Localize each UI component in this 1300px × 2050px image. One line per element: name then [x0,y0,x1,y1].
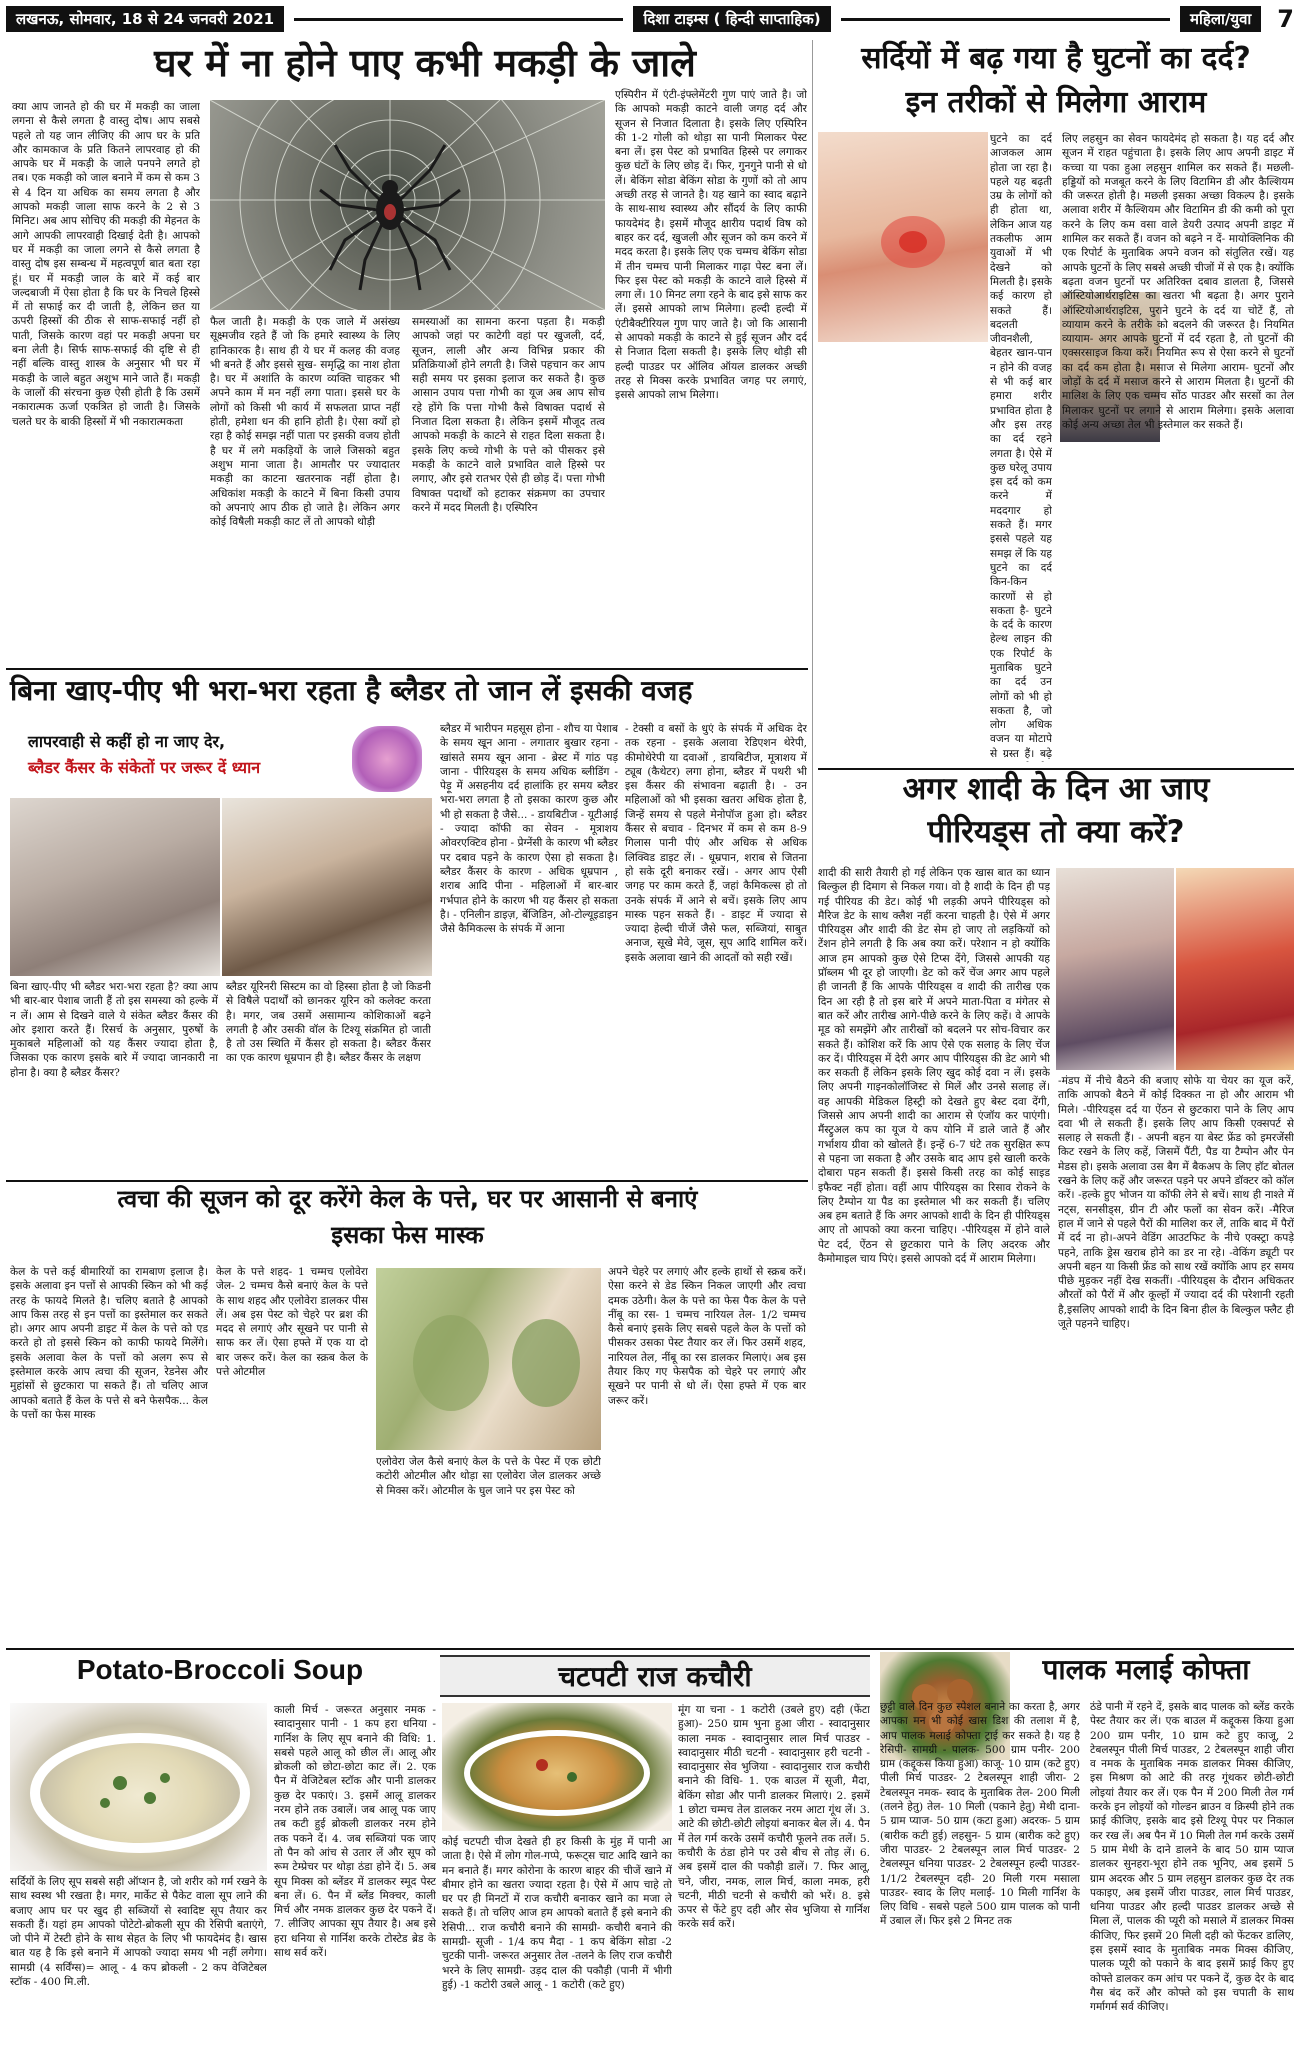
kachori-headline: चटपटी राज कचौरी [440,1655,870,1697]
spider-col-1: क्या आप जानते हो की घर में मकड़ी का जाला लगना से कैसे लगता है वास्तु दोष। आप सबसे पहले तो यह जान लीजिए की आप घर के प्रति और कामकाज के प्रति कितने लापरवाह हो की आपके घर में मकड़ी के जाले पनपने लगते हो तब। एक मकड़ी को जाल बनाने में कम से कम 3 से 4 दिन या अधिक का समय लगता है और आपको मकड़ी जाला साफ करने के 2 से 3 मिनिट। अब आप सोचिए की मकड़ी की मेहनत के आगे आपकी लापरवाही दिखाई देती है। आपको घर में मकड़ी का जाला लगने से कैसे लगता है वास्तु दोष इस सम्बन्ध में महत्वपूर्ण बात बता रहा हूं। घर में मकड़ी जाल के बारे में कई बार जल्दबाजी में ऐसा होता है कि घर के निचले हिस्से में तो सफाई कर दी जाती है, लेकिन छत या ऊपरी हिस्सों की ठीक से साफ-सफाई नहीं हो पाती, जिसके कारण वहां पर मकड़ी अपना घर बना लेती है। सिर्फ साफ-सफाई की दृष्टि से ही नहीं बल्कि वास्तु शास्त्र के अनुसार भी घर में मकड़ी के जाले बहुत अशुभ माने जाते हैं। मकड़ी के जालों की संरचना कुछ ऐसी होती है कि उसमें नकारात्मक ऊर्जा एकत्रित हो जाती है। जिसके चलते घर के बाकी हिस्सों में भी नकारात्मकता [12,101,200,428]
soup-headline: Potato-Broccoli Soup [76,1654,364,1685]
period-headline-1: अगर शादी के दिन आ जाए [902,771,1210,807]
bladder-col-1: बिना खाए-पीए भी ब्लैडर भरा-भरा रहता है? क्या आप भी बार-बार पेशाब जाती हैं तो इस समस्या को हल्के में न लें। आम से दिखने वाले ये संकेत ब्लैडर कैंसर की ओर इशारा करते हैं। रिसर्च के अनुसार, पुरुषों के मुकाबले महिलाओं को यह कैंसर ज्यादा होता है, जिसका एक कारण इसके बारे में ज्यादा जानकारी ना होना है। क्या है ब्लैडर कैंसर? [10,981,218,1079]
bladder-col-4: - टेक्सी व बसों के धुएं के संपर्क में अधिक देर तक रहना - इसके अलावा रेडिएशन थेरेपी, कीमोथेरेपी या दवाओं , डायबिटीज, मूत्राशय में ट्यूब (कैथेटर) लगा होना, ब्लैडर में पथरी भी इस कैंसर की संभावना बढ़ाती है। - उन महिलाओं को भी इसका खतरा अधिक होता है, जिन्हें समय से पहले मेनोपॉज हुआ हो। ब्लैडर कैंसर से बचाव - दिनभर में कम से कम 8-9 गिलास पानी पीएं और अधिक से अधिक लिक्विड डाइट लें। - धूम्रपान, शराब से जितना हो सके दूरी बनाकर रखें। - अगर आप ऐसी जगह पर काम करते हैं, जहां कैमिकल्स हो तो उनके संपर्क में आने से बचें। इसके लिए आप मास्क पहन सकते हैं। - डाइट में ज्यादा से ज्यादा हेल्दी चीजें जैसे फल, सब्जियां, साबुत अनाज, सूखे मेवे, जूस, सूप आदि शामिल करें। इसके अलावा खाने की आदतों को सही रखें। [625,723,807,964]
spider-web-icon [210,100,605,310]
spider-col-4: एस्पिरीन में एंटी-इंफ्लेमेंटरी गुण पाएं जाते है। जो कि आपको मकड़ी काटने वाली जगह दर्द और सूजन से निजात दिलाता है। इसके लिए एस्पिरिन की 1-2 गोली को थोड़ा सा पानी मिलाकर पेस्ट बना लें। इस पेस्ट को प्रभावित हिस्से पर लगाकर कुछ घंटों के लिए छोड़ दें। फिर, गुनगुने पानी से धो लें। बेकिंग सोडा बेकिंग सोडा के गुणों को तो आप अच्छी तरह से जानते है। यह खाने का स्वाद बढ़ाने के साथ-साथ स्वास्थ्य और सौंदर्य के लिए काफी फायदेमंद है। इसमें मौजूद क्षारीय पदार्थ विष को बाहर कर दर्द, खुजली और सूजन को कम करने में मदद करता है। इसके लिए एक चम्मच बेकिंग सोडा में तीन चम्मच पानी मिलाकर गाढ़ा पेस्ट बना लें। फिर इस पेस्ट को मकड़ी के काटने वाले हिस्से में लगा लें। 10 मिनट लगा रहने के बाद इसे साफ कर लें। इससे आपको लाभ मिलेगा। हल्दी हल्दी में एंटीबैक्टीरियल गुण पाए जाते है। जो कि आसानी से आपको मकड़ी के काटने से हुई सूजन और दर्द से निजात दिला सकती है। इसके लिए थोड़ी सी हल्दी पाउडर पर ऑलिव ऑयल डालकर अच्छी तरह से मिक्स करके प्रभावित जगह पर लगाएं, इससे आपको लाभ मिलेगा। [615,89,807,402]
kachori-plate-icon [442,1703,672,1831]
bladder-photo-2 [222,798,432,976]
spider-web-photo [210,100,605,310]
kale-col-4: अपने चेहरे पर लगाएं और हल्के हाथों से स्क्रब करें। ऐसा करने से डेड स्किन निकल जाएगी और त्वचा दमक उठेगी। केल के पत्ते का फेस पैक केल के पत्ते नींबू का रस- 1 चम्मच नारियल तेल- 1/2 चम्मच कैसे बनाएं इसके लिए सबसे पहले केल के पत्तों को पीसकर उसका पेस्ट तैयार कर लें। फिर उसमें शहद, नारियल तेल, नींबू का रस डालकर मिलाएं। अब इस तैयार किए गए फेसपैक को चेहरे पर लगाएं और सूखने पर पानी से धो लें। ऐसा हफ्ते में एक बार जरूर करें। [608,1266,806,1407]
knee-headline-1: सर्दियों में बढ़ गया है घुटनों का दर्द? [861,41,1251,76]
header-section: महिला/युवा [1180,6,1261,32]
bladder-col-3: ब्लैडर में भारीपन महसूस होना - शौच या पेशाब के समय खून आना - लगातार बुखार रहना - खांसते समय खून आना - ब्रेस्ट में गांठ पड़ जाना - पीरियड्स के समय अधिक ब्लीडिंग - पेड़ू में असहनीय दर्द हालांकि हर समय ब्लैडर भरा-भरा लगता है तो इसका कारण कुछ और भी हो सकता है जैसे... - डायबिटीज - यूटीआई - ज्यादा कॉफी का सेवन - मूत्राशय ओवरएक्टिव होना - प्रेग्नेंसी के कारण भी ब्लैडर पर दबाव पड़ने के कारण ऐसा हो सकता है। ब्लैडर कैंसर के कारण - अधिक धूम्रपान , शराब आदि पीना - महिलाओं में बार-बार गर्भपात होने के कारण भी यह कैंसर हो सकता है। - एनिलीन डाइज़, बेंजिडिन, ओ-टोल्यूइडाइन जैसे कैमिकल्स के संपर्क में आना [440,723,618,936]
period-col-2: -मंडप में नीचे बैठने की बजाए सोफे या चेयर का यूज करें, ताकि आपको बैठने में कोई दिक्कत ना हो और आराम भी मिले। -पीरियड्स दर्द या ऐंठन से छुटकारा पाने के लिए आप दवा भी ले सकती हैं। इसके लिए आप किसी एक्सपर्ट से सलाह ले सकती हैं। - अपनी बहन या बेस्ट फ्रेंड को इमरजेंसी किट रखने के लिए कहें, जिसमें पैंटी, पैड या टैम्पोन और पेन मेडस हो। इसके अलावा उस बैग में बैकअप के लिए हॉट बोतल रखने के लिए कहें और जरूरत पड़ने पर अपने डॉक्टर को कॉल करें। -हल्के हुए भोजन या कॉफी लेने से बचें। साथ ही नाश्ते में नट्स, सनसीड्स, ग्रीन टी और फलों का सेवन करें। -मैरिज हाल में जाने से पहले पैरों की मालिश कर लें, ताकि बाद में पैरों में दर्द ना हो।-अपने वेडिंग आउटफिट के नीचे एक्स्ट्रा कपड़े पहने, ताकि ड्रेस खराब होने का डर ना रहे। -वेकिंग ड्यूटी पर अपनी बहन या किसी फ्रेंड को साथ रखें क्योंकि आप हर समय पीछे मुड़कर नहीं देख सकतीं। -पीरियड्स के दौरान अधिकतर औरतों को पैरों में और कूल्हों में ज्यादा दर्द की परेशानी रहती है,इसलिए आपको शादी के दिन बिना हील के बिल्कुल फ्लैट ही जूते पहनने चाहिए। [1058,1075,1294,1331]
kachori-col-2: मूंग या चना - 1 कटोरी (उबले हुए) दही (फेंटा हुआ)- 250 ग्राम भुना हुआ जीरा - स्वादानुसार काला नमक - स्वादानुसार लाल मिर्च पाउडर - स्वादानुसार मीठी चटनी - स्वादानुसार हरी चटनी - स्वादानुसार सेव भुजिया - स्वादानुसार राज कचौरी बनाने की विधि- 1. एक बाउल में सूजी, मैदा, बेकिंग सोडा और पानी डालकर मिलाएं। 2. इसमें 1 छोटा चम्मच तेल डालकर नरम आटा गूंथ लें। 3. आटे की छोटी-छोटी लोइयां बनाकर बेल लें। 4. पैन में तेल गर्म करके उसमें कचौरी फूलने तक तलें। 5. कचौरी के ठंडा होने पर उसे बीच से तोड़ लें। 6. अब इसमें दाल की पकौड़ी डालें। 7. फिर आलू, चने, जीरा, नमक, लाल मिर्च, काला नमक, हरी चटनी, मीठी चटनी से कचौरी को भरें। 8. इसे ऊपर से फेंटे हुए दही और सेव भुजिया से गार्निश करके सर्व करें। [678,1704,870,1931]
section-rule [818,768,1294,770]
kale-headline-1: त्वचा की सूजन को दूर करेंगे केल के पत्ते, घर पर आसानी से बनाएं [117,1185,698,1213]
bladder-headline: बिना खाए-पीए भी भरा-भरा रहता है ब्लैडर तो जान लें इसकी वजह [10,674,693,707]
spider-headline: घर में ना होने पाए कभी मकड़ी के जाले [154,41,696,85]
kale-col-2: केल के पत्ते शहद- 1 चम्मच एलोवेरा जेल- 2 चम्मच कैसे बनाएं केल के पत्ते के साथ शहद और एलोवेरा डालकर पीस लें। अब इस पेस्ट को चेहरे पर ब्रश की मदद से लगाएं और सूखने पर पानी से साफ कर लें। ऐसा हफ्ते में एक या दो बार जरूर करें। केल का स्क्रब केल के पत्ते ओटमील [216,1266,368,1379]
soup-col-2: काली मिर्च - जरूरत अनुसार नमक - स्वादानुसार पानी - 1 कप हरा धनिया - गार्निश के लिए सूप बनाने की विधि: 1. सबसे पहले आलू को छील लें। आलू और ब्रोकली को छोटा-छोटा काट लें। 2. एक पैन में वेजिटेबल स्टॉक और पानी डालकर कुछ देर पकाएं। 3. इसमें आलू डालकर नरम होने तक उबालें। जब आलू पक जाए तब कटी हुई ब्रोकली डालकर नरम होने तक पकने दें। 4. जब सब्जियां पक जाए तो पैन को आंच से उतार लें और सूप को रूम टेम्प्रेचर पर थोड़ा ठंडा होने दें। 5. अब सूप मिक्स को ब्लेंडर में डालकर स्मूद पेस्ट बना लें। 6. पैन में ब्लेंड मिक्चर, काली मिर्च और नमक डालकर कुछ देर पकने दें। 7. लीजिए आपका सूप तैयार है। अब इसे हरा धनिया से गार्निश करके टोस्टेड ब्रेड के साथ सर्व करें। [274,1704,436,1960]
bladder-organ-icon [352,726,422,792]
period-col-1: शादी की सारी तैयारी हो गई लेकिन एक खास बात का ध्यान बिल्कुल ही दिमाग से निकल गया। वो है शादी के दिन ही पड़ गई पीरियड की डेट। कोई भी लड़की अपने पीरियड्स को मैरिज डेट के साथ क्लैश नहीं करना चाहती है। ऐसे में अगर पीरियड्स और शादी की डेट सेम हो जाए तो लड़कियों को टेंशन होने लगती है कि अब क्या करें। परेशान न हो क्योंकि आज हम आपको कुछ ऐसे टिप्स देंगे, जिससे आपकी यह प्रॉब्लम भी दूर हो जाएगी। डेट को करें चेंज अगर आप पहले ही जानती हैं कि आपके पीरियड्स व शादी की तारीख एक दिन आ रही है तो इस बारे में अपने माता-पिता व मंगेतर से बात करें और तारीख आगे-पीछे करने के लिए कहें। वे आपके मूड को समझेंगे और तारीखों को बदलने पर सोच-विचार कर सकते हैं। कोशिश करें कि आप ऐसे एक सलाह के लिए चेंज कर दें। पीरियड्स में देरी अगर आप पीरियड्स की डेट आगे भी कर सकती हैं लेकिन इसके लिए खुद कोई दवा न लें। इसके लिए अपनी गाइनकोलॉजिस्ट से मिलें और उनसे सलाह लें। वह आपकी मेडिकल हिस्ट्री को देखते हुए बेस्ट दवा देंगी, जिससे आप अपनी शादी का आराम से एंजॉय कर पाएंगी। मैंस्ट्रुअल कप का यूज ये कप योनि में डाले जाते हैं और गर्भाशय ग्रीवा को खोलते हैं। इन्हें 6-7 घंटे तक सुरक्षित रूप से पहना जा सकता है और उसके बाद आप इसे खाली करके दोबारा पहन सकती हैं। इससे किसी तरह का कोई साइड इफैक्ट नहीं होता। वहीं आप पीरियड्स का रिसाव रोकने के लिए टैम्पोन या पैड का इस्तेमाल भी कर सकती हैं। चलिए अब हम बताते हैं कि अगर आपको शादी के दिन ही पीरियड्स आए तो आपको क्या करना चाहिए। -पीरियड्स में होने वाले पेट दर्द, ऐंठन से छुटकारा पाने के लिए अदरक और कैमोमाइल चाय पिएं। इससे आपको दर्द में आराम मिलेगा। [818,867,1050,1266]
bride-photo-2 [1176,868,1294,1070]
spider-col-2: फैल जाती है। मकड़ी के एक जाले में असंख्य सूक्ष्मजीव रहते हैं जो कि हमारे स्वास्थ्य के लिए हानिकारक है। साथ ही ये घर में कलह की वजह भी बनते हैं और इससे सुख- समृद्धि का नाश होता है। घर में अशांति के कारण व्यक्ति चाहकर भी अपने काम में मन नहीं लगा पाता। इससे घर के लोगों को किसी भी कार्य में सफलता प्राप्त नहीं होती, हमेशा धन की हानि होती है। ऐसा क्यों हो रहा है कोई समझ नहीं पाता पर इसकी वजय होती है घर में लगे मकड़ियों के जाले जिसको बहुत अशुभ माना जाता है। आमतौर पर ज्यादातर मकड़ी का काटना खतरनाक नहीं होता है। अधिकांश मकड़ी के काटने में बिना किसी उपाय को अपनाएं आप ठीक हो जाते है। लेकिन अगर कोई विषैली मकड़ी काट लें तो आपको थोड़ी [210,316,400,529]
kale-col-1: केल के पत्ते कई बीमारियों का रामबाण इलाज है। इसके अलावा इन पत्तों से आपकी स्किन को भी कई तरह के फायदे मिलते है। चलिए बताते है आपको आप किस तरह से इन पत्तों का इस्तेमाल कर सकते हो। अगर आप अपनी डाइट में केल के पत्ते को एड करते हो तो इससे स्किन को काफी फायदे मिलेंगे। इसके अलावा केल के पत्तों को अलग रूप से इस्तेमाल करके आप त्वचा की सूजन, रेडनेस और मुहांसों से छुटकारा पा सकते हैं। तो चलिए आज आपको बताते हैं केल के पत्ते से बने फेसपैक... केल के पत्तों का फेस मास्क [10,1266,208,1421]
column-divider [812,40,813,1190]
period-headline-2: पीरियड्स तो क्या करें? [927,814,1185,850]
header-paper-name: दिशा टाइम्स ( हिन्दी साप्ताहिक) [633,6,830,32]
kachori-col-1: कोई चटपटी चीज देखते ही हर किसी के मुंह में पानी आ जाता है। ऐसे में लोग गोल-गप्पे, फरूट्स चाट आदि खाने का मन बनाते हैं। मगर कोरोना के कारण बाहर की चीजें खाने में बीमार होने का खतरा ज्यादा रहता है। ऐसे में आप चाहे तो घर पर ही मिनटों में राज कचौरी बनाकर खाने का मजा ले सकते हैं। तो चलिए आज हम आपको बताते हैं इसे बनाने की रेसिपी... राज कचौरी बनाने की सामग्री- कचौरी बनाने की सामग्री- सूजी - 1/4 कप मैदा - 1 कप बेकिंग सोडा -2 चुटकी पानी- जरूरत अनुसार तेल -तलने के लिए राज कचौरी भरने के लिए सामग्री- उड़द दाल की पकौड़ी (पानी में भीगी हुई) -1 कटोरी उबले आलू - 1 कटोरी (कटे हुए) [442,1836,672,1991]
page-header [6,4,1294,34]
soup-bowl-icon [10,1703,267,1871]
face-mask-icon [376,1268,601,1450]
kofta-headline: पालक मलाई कोफ्ता [1042,1653,1250,1686]
bride-photo-1 [1056,868,1174,1070]
knee-col-2: लिए लहसुन का सेवन फायदेमंद हो सकता है। यह दर्द और सूजन में राहत पहुंचाता है। इसके लिए आप अपनी डाइट में कच्चा या पका हुआ लहसुन शामिल कर सकते हैं। मछली- हड्डियों को मजबूत करने के लिए विटामिन डी और कैल्शियम की जरूरत होती है। मछली इसका अच्छा विकल्प है। इसके अलावा शरीर में कैल्शियम और विटामिन डी की कमी को पूरा करने के लिए कम वसा वाले डेयरी उत्पाद अपनी डाइट में शामिल कर सकते हैं। वजन को बढ़ने न दें- मायोक्लिनिक की एक रिपोर्ट के मुताबिक अपने वजन को संतुलित रखें। यह आपके घुटनों के लिए सबसे अच्छी चीजों में से एक है। क्योंकि बढ़ता वजन घुटनों पर अतिरिक्त दबाव डालता है, जिससे ऑस्टियोआर्थराइटिस का खतरा भी बढ़ता है। अगर पुराने ऑस्टियोआर्थराइटिस, पुराने घुटने के दर्द या चोटें हैं, तो व्यायाम करने के तरीके को बदलने की जरूरत है। नियमित व्यायाम- अगर आपके घुटनों में दर्द रहता है, तो घुटनों की एक्सरसाइज किया करें। नियमित रूप से ऐसा करने से घुटनों का दर्द कम होता है। मसाज से मिलेगा आराम- घुटनों और जोड़ों के दर्द में मसाज करने से आराम मिलता है। घुटनों की मालिश के लिए एक चम्मच सोंठ पाउडर और सरसों का तेल मिलाकर घुटनों पर लगाने से आराम मिलेगा। इसके अलावा कोई अन्य अच्छा तेल भी इस्तेमाल कर सकते हैं। [1062,133,1294,431]
kachori-photo [442,1703,672,1831]
soup-intro: सर्दियों के लिए सूप सबसे सही ऑप्शन है, जो शरीर को गर्म रखने के साथ स्वस्थ भी रखता है। मगर, मार्केट से पैकेट वाला सूप लाने की बजाए आप घर पर खुद ही सब्जियों से स्वादिष्ट सूप तैयार कर सकती हैं। यहां हम आपको पोटेटो-ब्रोकली सूप की रेसिपी बताएंगे, जो पीने में टेस्टी होने के साथ सेहत के लिए भी फायदेमंद है। खास बात यह है कि इसे बनाने में आपको ज्यादा समय भी नहीं लगेगा। सामग्री (4 सर्विंग्स)= आलू - 4 कप ब्रोकली - 2 कप वेजिटेबल स्टॉक - 400 मि.ली. [10,1876,267,1989]
kofta-intro: छुट्टी वाले दिन कुछ स्पेशल बनाने का करता है, अगर आपका मन भी कोई खास डिश की तलाश में है, आप पालक मलाई कोफ्ता ट्राई कर सकते है। यह है रेसिपी- सामग्री - पालक- 500 ग्राम पनीर- 200 ग्राम (कद्दूकस किया हुआ) काजू- 10 ग्राम (कटे हुए) पीली मिर्च पाउडर- 2 टेबलस्पून शाही जीरा- 2 टेबलस्पून नमक- स्वाद के मुताबिक तेल- 200 मिली (तलने हेतु) तेल- 10 मिली (पकाने हेतु) मेथी दाना- 5 ग्राम प्याज- 50 ग्राम (कटा हुआ) अदरक- 5 ग्राम (बारीक कटी हुई) लहसुन- 5 ग्राम (बारीक कटे हुए) जीरा पाउडर- 2 टेबलस्पून लाल मिर्च पाउडर- 2 टेबलस्पून धनिया पाउडर- 2 टेबलस्पून हल्दी पाउडर- 1/1/2 टेबलस्पून दही- 20 मिली गरम मसाला पाउडर- स्वाद के लिए मलाई- 10 मिली गार्निश के लिए विधि - सबसे पहले 500 ग्राम पालक को पानी में उबाल लें। फिर इसे 2 मिनट तक [880,1701,1080,1928]
bladder-banner [10,722,430,797]
header-date: लखनऊ, सोमवार, 18 से 24 जनवरी 2021 [6,6,284,32]
spider-col-3: समस्याओं का सामना करना पड़ता है। मकड़ी आपको जहां पर काटेगी वहां पर खुजली, दर्द, सूजन, लाली और अन्य विभिन्न प्रकार की प्रतिक्रियाओं होने लगती है। जिसे पहचान कर आप सही समय पर इसका इलाज कर सकते है। कुछ आसान उपाय पत्ता गोभी का यूज अब आप सोच रहे होंगे कि पत्ता गोभी कैसे विषाक्त पदार्थ से निजात दिला सकता है। लेकिन इसमें मौजूद तत्व आपको मकड़ी के काटने से राहत दिला सकता है। इसके लिए कच्चे गोभी के पत्ते को पीसकर इसे मकड़ी के काटने वाले प्रभावित वाले हिस्से पर लगाए, और इसे रातभर ऐसे ही छोड़ दें। पत्ता गोभी विषाक्त पदार्थों को हटाकर संक्रमण का उपचार करने में मदद मिलती है। एस्पिरिन [412,316,605,514]
bladder-banner-line-2: ब्लैडर कैंसर के संकेतों पर जरूर दें ध्यान [28,758,261,777]
header-rule [294,18,623,21]
knee-intro: घुटने का दर्द आजकल आम होता जा रहा है। पहले यह बढ़ती उम्र के लोगों को ही होता था, लेकिन आज यह तकलीफ आम युवाओं में भी देखने को मिलती है। इसके कई कारण हो सकते हैं। बदलती जीवनशैली, बेहतर खान-पान न होने की वजह से भी कई बार हमारा शरीर प्रभावित होता है और इस तरह का दर्द रहने लगता है। ऐसे में कुछ घरेलू उपाय इस दर्द को कम करने में मददगार हो सकते हैं। मगर इससे पहले यह समझ लें कि यह घुटने का दर्द किन-किन कारणों से हो सकता है- घुटने के दर्द के कारण हेल्थ लाइन की एक रिपोर्ट के मुताबिक घुटने का दर्द उन लोगों को भी हो सकता है, जो लोग अधिक वजन या मोटापे से ग्रस्त हैं। बढ़े [990,133,1052,760]
bladder-banner-line-1: लापरवाही से कहीं हो ना जाए देर, [28,732,226,751]
bladder-photo-1 [10,798,220,976]
section-rule [6,1648,1294,1650]
kofta-col-2: ठंडे पानी में रहने दें, इसके बाद पालक को ब्लेंड करके पेस्ट तैयार कर लें। एक बाउल में कद्दूकस किया हुआ 200 ग्राम पनीर, 10 ग्राम कटे हुए काजू, 2 टेबलस्पून पीली मिर्च पाउडर, 2 टेबलस्पून शाही जीरा व नमक के मुताबिक नमक डालकर मिक्स कीजिए, इस मिश्रण को आटे की तरह गूंथकर छोटी-छोटी लोइयां तैयार कर लें। एक पैन में 200 मिली तेल गर्म करके इन लोइयों को गोल्डन ब्राउन व क्रिस्पी होने तक फ्राई कीजिए, इसके बाद इसे टिश्यू पेपर पर निकाल कर रख लें। अब पैन में 10 मिली तेल गर्म करके उसमें 5 ग्राम मेथी के दाने डालने के बाद 50 ग्राम प्याज डालकर सुनहरा-भूरा होने तक भूनिए, अब इसमें 5 ग्राम अदरक और 5 ग्राम लहसुन डालकर कुछ देर तक पकाइए, अब इसमें जीरा पाउडर, लाल मिर्च पाउडर, धनिया पाउडर और हल्दी पाउडर डालकर अच्छे से मिला लें, पालक की प्यूरी को मसाले में डालकर मिक्स कीजिए, फिर इसमें 20 मिली दही को फेंटकर डालिए, इस इसमें स्वाद के मुताबिक नमक मिक्स कीजिए, पालक प्यूरी को पकाने के बाद इसमें फ्राई किए हुए कोफ्ते डालकर कम आंच पर पकने दें, कुछ देर के बाद गैस बंद करें और कोफ्ते को इस चपाती के साथ गर्मागर्म सर्व कीजिए। [1090,1701,1294,2014]
header-rule [841,18,1170,21]
bladder-col-2: ब्लैडर यूरिनरी सिस्टम का वो हिस्सा होता है जो किडनी से विषैले पदार्थों को छानकर यूरिन को कलेक्ट करता है। मगर, जब उसमें असामान्य कोशिकाओं बढ़ने लगती है और उसकी वॉल के टिश्यू संक्रमित हो जाती है तो उस स्थिति में कैंसर हो सकता है। ब्लैडर कैंसर का एक कारण धूम्रपान ही है। ब्लैडर कैंसर के लक्षण [226,981,431,1065]
kale-headline-2: इसका फेस मास्क [331,1221,484,1249]
soup-photo [10,1703,267,1871]
kale-col-3: एलोवेरा जेल कैसे बनाएं केल के पत्ते के पेस्ट में एक छोटी कटोरी ओटमील और थोड़ा सा एलोवेरा जेल डालकर अच्छे से मिक्स करें। ओटमील के घुल जाने पर इस पेस्ट को [376,1456,601,1497]
knee-headline-2: इन तरीकों से मिलेगा आराम [905,85,1207,120]
section-rule [6,1180,808,1182]
page-number: 7 [1277,5,1294,33]
section-rule [6,668,808,670]
face-mask-photo [376,1268,601,1450]
